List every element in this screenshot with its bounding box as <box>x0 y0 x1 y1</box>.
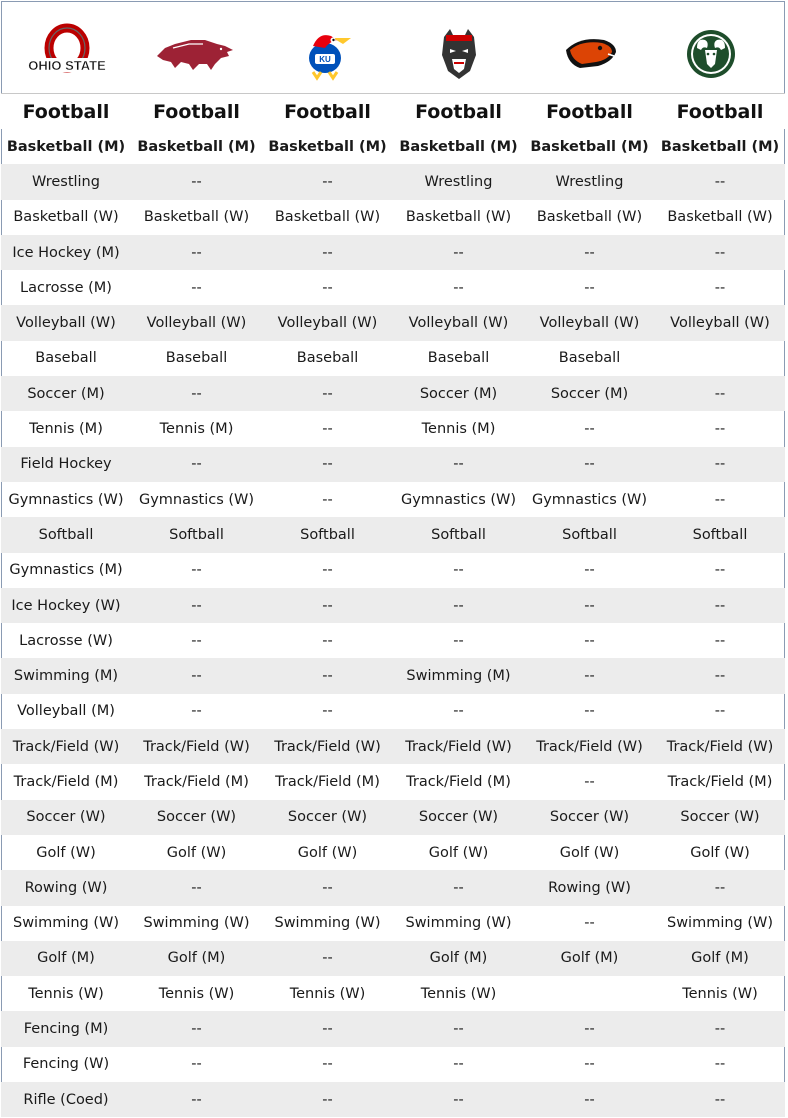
table-row <box>1 482 785 517</box>
table-cell: Soccer (M) <box>524 376 655 411</box>
table-cell: -- <box>655 235 785 270</box>
table-cell: -- <box>131 1011 262 1046</box>
table-cell: -- <box>453 703 464 720</box>
table-cell: -- <box>584 1056 595 1073</box>
table-cell: -- <box>393 447 524 482</box>
column-header: Football <box>655 94 785 130</box>
table-cell: Swimming (M) <box>1 658 131 693</box>
table-cell: Baseball <box>296 350 359 367</box>
column-header: Football <box>1 94 131 130</box>
table-cell: Wrestling <box>393 164 524 199</box>
column-header: Football <box>393 94 524 130</box>
table-cell: -- <box>524 588 655 623</box>
table-header <box>1 94 785 130</box>
table-cell: -- <box>131 447 262 482</box>
table-cell: Soccer (W) <box>655 800 785 835</box>
arkansas-razorback-logo-icon <box>150 24 240 84</box>
table-cell: -- <box>393 588 524 623</box>
table-cell: -- <box>584 421 595 438</box>
table-cell: Wrestling <box>524 164 655 199</box>
table-cell: Rowing (W) <box>1 870 131 905</box>
table-cell: Golf (M) <box>524 941 655 976</box>
table-cell: Volleyball (W) <box>1 305 131 340</box>
table-cell: -- <box>322 632 333 649</box>
table-cell: Track/Field (W) <box>524 729 655 764</box>
table-cell: Ice Hockey (W) <box>1 588 131 623</box>
table-cell: -- <box>453 632 464 649</box>
table-cell: -- <box>524 1082 655 1117</box>
table-cell: Track/Field (W) <box>655 729 785 764</box>
table-row <box>1 235 785 270</box>
table-cell: Ice Hockey (M) <box>1 235 131 270</box>
table-cell: Baseball <box>427 350 490 367</box>
table-cell: Track/Field (M) <box>406 773 511 790</box>
table-cell: -- <box>393 870 524 905</box>
logo-row <box>0 0 786 93</box>
table-cell: Basketball (W) <box>274 209 381 226</box>
table-cell: Baseball <box>558 350 621 367</box>
table-row <box>1 376 785 411</box>
table-cell: Golf (M) <box>1 941 131 976</box>
table-cell: Tennis (M) <box>159 421 234 438</box>
table-cell: -- <box>524 1011 655 1046</box>
table-cell: -- <box>524 658 655 693</box>
table-cell: Basketball (W) <box>13 209 119 226</box>
table-cell: -- <box>322 1056 333 1073</box>
table-cell: Rifle (Coed) <box>1 1082 131 1117</box>
table-cell: Golf (W) <box>559 844 620 861</box>
table-row <box>1 835 785 870</box>
table-cell: Swimming (W) <box>12 915 120 932</box>
table-cell: Soccer (W) <box>524 800 655 835</box>
table-cell: -- <box>191 279 202 296</box>
table-body <box>1 129 785 1117</box>
column-header: Football <box>262 94 393 130</box>
table-cell: Field Hockey <box>1 447 131 482</box>
table-row <box>1 305 785 340</box>
table-cell: -- <box>191 703 202 720</box>
table-row <box>1 906 785 941</box>
table-cell: -- <box>322 491 333 508</box>
table-cell: Basketball (M) <box>399 138 518 155</box>
table-cell: Swimming (W) <box>405 915 512 932</box>
table-cell: -- <box>655 1011 785 1046</box>
table-cell: Track/Field (W) <box>131 729 262 764</box>
table-cell: Volleyball (W) <box>131 305 262 340</box>
table-row <box>1 447 785 482</box>
table-cell: -- <box>714 562 726 579</box>
table-row <box>1 341 785 376</box>
table-cell: Golf (W) <box>690 844 750 861</box>
ohio-state-logo-icon <box>22 24 112 84</box>
table-cell: -- <box>322 421 333 438</box>
table-cell: -- <box>131 658 262 693</box>
table-cell: -- <box>714 1056 726 1073</box>
table-cell: -- <box>453 1056 464 1073</box>
table-cell: Tennis (W) <box>289 985 366 1002</box>
table-row <box>1 1082 785 1117</box>
kansas-logo-text: KU <box>319 55 331 64</box>
column-header: Football <box>131 94 262 130</box>
table-cell: Gymnastics (M) <box>9 562 123 579</box>
table-cell: Track/Field (M) <box>13 773 119 790</box>
column-header: Football <box>524 94 655 130</box>
table-cell: -- <box>714 279 726 296</box>
table-cell: Tennis (M) <box>421 421 496 438</box>
table-cell: Track/Field (W) <box>262 729 393 764</box>
table-cell: -- <box>393 235 524 270</box>
table-cell: Basketball (M) <box>137 138 256 155</box>
table-cell: Softball <box>524 517 655 552</box>
table-cell: Soccer (M) <box>1 376 131 411</box>
table-cell: Track/Field (W) <box>393 729 524 764</box>
table-cell: -- <box>584 915 595 932</box>
table-cell: -- <box>322 703 333 720</box>
table-cell: -- <box>584 279 595 296</box>
table-row <box>1 1011 785 1046</box>
table-cell: Track/Field (W) <box>1 729 131 764</box>
table-cell: Softball <box>262 517 393 552</box>
table-cell: Volleyball (W) <box>524 305 655 340</box>
table-cell: -- <box>262 1011 393 1046</box>
table-row <box>1 658 785 693</box>
table-cell: Softball <box>1 517 131 552</box>
table-cell: -- <box>714 421 726 438</box>
table-cell: Basketball (M) <box>268 138 387 155</box>
nc-state-wolf-logo-icon <box>414 24 504 84</box>
table-cell: -- <box>655 658 785 693</box>
table-cell: Fencing (M) <box>1 1011 131 1046</box>
table-cell: -- <box>322 562 333 579</box>
table-cell: Basketball (W) <box>143 209 250 226</box>
table-row <box>1 694 785 729</box>
table-cell: Basketball (W) <box>536 209 643 226</box>
table-cell: -- <box>131 164 262 199</box>
ohio-state-logo-text: OHIO STATE <box>28 58 106 73</box>
table-cell: -- <box>655 870 785 905</box>
table-cell: -- <box>524 235 655 270</box>
table-cell: -- <box>655 376 785 411</box>
table-row <box>1 588 785 623</box>
table-cell: -- <box>262 658 393 693</box>
table-cell: Golf (M) <box>393 941 524 976</box>
table-cell: -- <box>714 491 726 508</box>
table-cell: Baseball <box>35 350 97 367</box>
table-cell: -- <box>655 588 785 623</box>
table-cell: -- <box>262 164 393 199</box>
table-cell: Soccer (W) <box>1 800 131 835</box>
table-cell: Volleyball (W) <box>262 305 393 340</box>
table-cell: -- <box>453 279 464 296</box>
table-cell: Soccer (W) <box>131 800 262 835</box>
table-row <box>1 129 785 164</box>
table-row <box>1 200 785 235</box>
table-cell <box>524 976 655 1011</box>
table-cell: -- <box>584 562 595 579</box>
table-cell: -- <box>584 703 595 720</box>
table-cell: Swimming (M) <box>393 658 524 693</box>
table-cell: Wrestling <box>1 164 131 199</box>
table-cell: Basketball (W) <box>405 209 512 226</box>
table-cell: Golf (W) <box>297 844 358 861</box>
table-cell: Gymnastics (W) <box>400 491 517 508</box>
table-cell: Golf (M) <box>131 941 262 976</box>
table-cell: Golf (M) <box>655 941 785 976</box>
table-row <box>1 623 785 658</box>
table-row <box>1 270 785 305</box>
table-cell: -- <box>131 1082 262 1117</box>
table-cell: Softball <box>393 517 524 552</box>
table-cell: Soccer (W) <box>262 800 393 835</box>
kansas-jayhawk-logo-icon <box>283 24 373 84</box>
table-cell: Golf (W) <box>166 844 227 861</box>
table-cell: Gymnastics (W) <box>531 491 648 508</box>
table-cell: Tennis (W) <box>158 985 235 1002</box>
table-cell: -- <box>714 632 726 649</box>
table-cell: Swimming (W) <box>666 915 774 932</box>
table-cell: -- <box>191 1056 202 1073</box>
table-cell: -- <box>262 1082 393 1117</box>
table-row <box>1 976 785 1011</box>
table-cell: Soccer (M) <box>393 376 524 411</box>
table-cell: -- <box>453 562 464 579</box>
table-cell: -- <box>262 235 393 270</box>
table-cell: -- <box>393 1082 524 1117</box>
table-cell: -- <box>262 447 393 482</box>
table-cell: -- <box>524 447 655 482</box>
table-cell: Track/Field (M) <box>667 773 773 790</box>
table-cell: Basketball (M) <box>530 138 649 155</box>
table-cell: -- <box>393 1011 524 1046</box>
table-cell: Gymnastics (W) <box>138 491 255 508</box>
table-cell: Fencing (W) <box>22 1056 110 1073</box>
table-cell: Softball <box>131 517 262 552</box>
table-cell: Gymnastics (W) <box>8 491 124 508</box>
table-cell: Golf (W) <box>36 844 96 861</box>
table-cell: -- <box>262 376 393 411</box>
table-cell: -- <box>714 703 726 720</box>
table-cell: -- <box>262 941 393 976</box>
table-cell: Soccer (W) <box>393 800 524 835</box>
table-cell: Lacrosse (W) <box>19 632 113 649</box>
table-cell: -- <box>131 376 262 411</box>
table-cell: Swimming (W) <box>143 915 250 932</box>
table-cell: -- <box>191 562 202 579</box>
table-row <box>1 164 785 199</box>
table-cell: Tennis (M) <box>29 421 103 438</box>
table-row <box>1 764 785 799</box>
table-row <box>1 517 785 552</box>
colorado-state-ram-logo-icon <box>666 24 756 84</box>
sports-comparison-table <box>1 93 785 1117</box>
table-cell: -- <box>262 588 393 623</box>
table-cell: Rowing (W) <box>524 870 655 905</box>
table-cell: Lacrosse (M) <box>20 279 112 296</box>
table-row <box>1 729 785 764</box>
table-cell <box>655 341 785 376</box>
table-cell: Basketball (M) <box>6 138 126 155</box>
table-cell: -- <box>322 279 333 296</box>
table-cell: -- <box>655 447 785 482</box>
table-row <box>1 870 785 905</box>
table-cell: Basketball (M) <box>660 138 780 155</box>
table-cell: Tennis (W) <box>28 985 104 1002</box>
table-cell: Volleyball (W) <box>655 305 785 340</box>
table-row <box>1 800 785 835</box>
table-cell: Swimming (W) <box>274 915 381 932</box>
table-cell: -- <box>584 773 595 790</box>
table-cell: Baseball <box>165 350 228 367</box>
table-cell: -- <box>655 1082 785 1117</box>
table-cell: -- <box>131 588 262 623</box>
table-cell: Golf (W) <box>428 844 489 861</box>
table-cell: -- <box>191 632 202 649</box>
table-row <box>1 411 785 446</box>
header-row <box>1 94 785 130</box>
table-cell: Tennis (W) <box>682 985 758 1002</box>
table-row <box>1 1047 785 1082</box>
table-cell: -- <box>131 870 262 905</box>
table-row <box>1 941 785 976</box>
table-cell: -- <box>131 235 262 270</box>
oregon-state-beaver-logo-icon <box>545 24 635 84</box>
table-cell: Volleyball (M) <box>17 703 115 720</box>
table-cell: Tennis (W) <box>420 985 497 1002</box>
table-cell: -- <box>262 870 393 905</box>
table-cell: Basketball (W) <box>667 209 773 226</box>
table-cell: Volleyball (W) <box>393 305 524 340</box>
table-cell: -- <box>655 164 785 199</box>
table-cell: Softball <box>655 517 785 552</box>
table-cell: -- <box>584 632 595 649</box>
table-cell: Track/Field (M) <box>275 773 380 790</box>
table-row <box>1 553 785 588</box>
table-cell: Track/Field (M) <box>144 773 249 790</box>
